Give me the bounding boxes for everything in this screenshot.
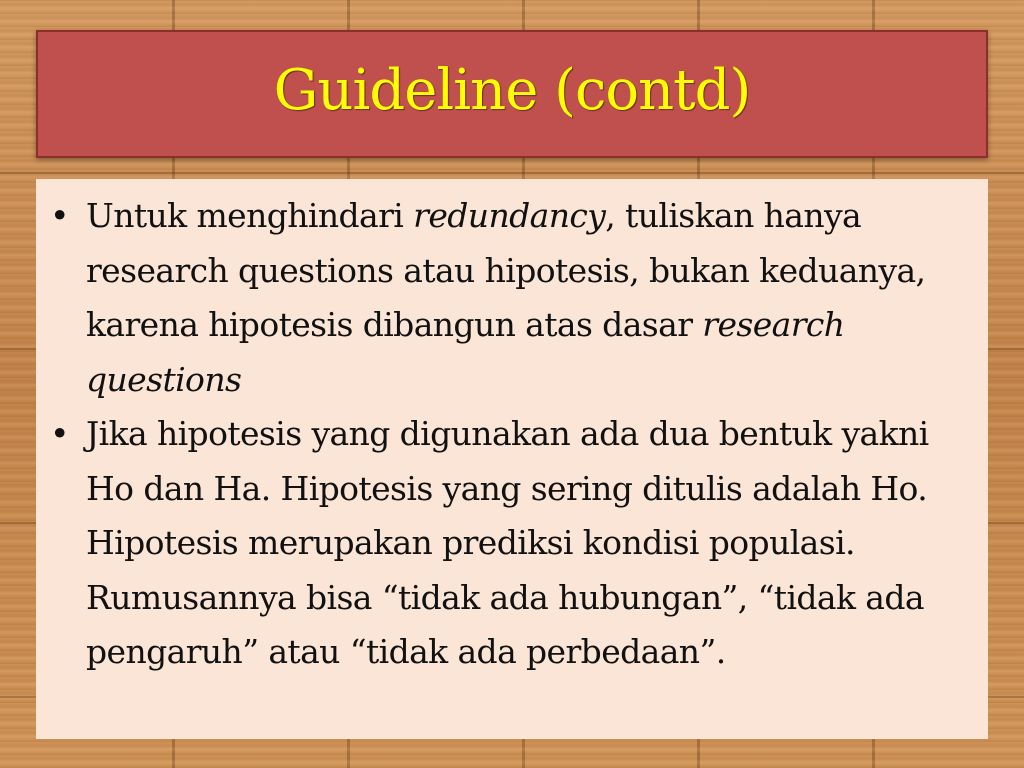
- bullet-text-italic: research questions: [86, 305, 845, 399]
- bullet-text: Jika hipotesis yang digunakan ada dua bentuk yakni Ho dan Ha. Hipotesis yang sering ditulis adalah Ho. Hipotesis merupakan prediksi kondisi populasi. Rumusannya bisa “tidak ada hubungan”, “tidak ada pengaruh” atau “tidak ada perbedaan”.: [86, 414, 929, 671]
- bullet-text: , tuliskan hanya research questions atau hipotesis, bukan keduanya, karena hipotesis dibangun atas dasar: [86, 196, 926, 344]
- bullet-list: [48, 189, 974, 680]
- bullet-text: Untuk menghindari: [86, 196, 414, 235]
- slide-title-banner: [36, 30, 988, 158]
- bullet-item: [48, 189, 974, 407]
- wood-plank-seam: [0, 172, 1024, 174]
- bullet-item: [48, 407, 974, 680]
- slide-title: Guideline (contd): [273, 57, 751, 123]
- bullet-text-italic: redundancy: [413, 196, 606, 235]
- slide-content-panel: [36, 179, 988, 739]
